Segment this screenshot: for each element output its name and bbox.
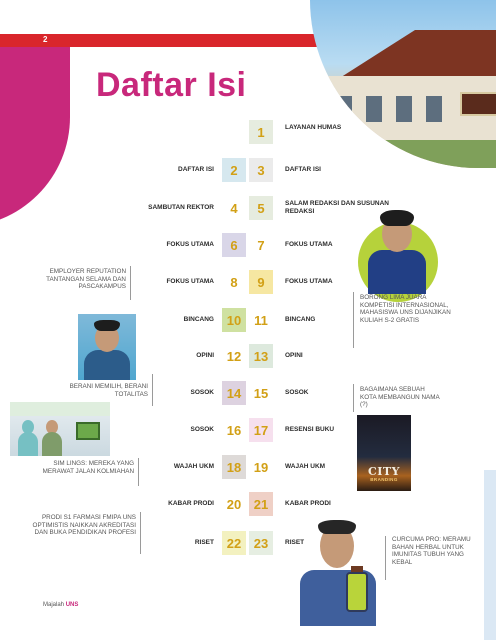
toc-section-label[interactable]: FOKUS UTAMA <box>166 241 214 248</box>
caption-borong: BORONG LIMA JUARA KOMPETISI INTERNASIONAL, MAHASISWA UNS DIJANJIKAN KULIAH S-2 GRATIS <box>360 294 451 324</box>
toc-section-label[interactable]: RISET <box>285 539 305 546</box>
toc-page-number[interactable]: 17 <box>249 418 273 442</box>
student-shirt <box>368 250 426 294</box>
toc-section-label[interactable]: DAFTAR ISI <box>285 166 321 173</box>
book-title: CITY <box>368 465 400 478</box>
certificate-frame <box>76 422 100 440</box>
toc-page-number[interactable]: 14 <box>222 381 246 405</box>
caption-divider <box>152 374 153 406</box>
toc-page-number[interactable]: 13 <box>249 344 273 368</box>
page-title: Daftar Isi <box>96 66 247 104</box>
caption-bagaimana: BAGAIMANA SEBUAH KOTA MEMBANGUN NAMA (?) <box>360 386 440 408</box>
toc-section-label[interactable]: DAFTAR ISI <box>178 166 214 173</box>
toc-page-number[interactable]: 7 <box>249 233 273 257</box>
toc-page-number[interactable]: 12 <box>222 344 246 368</box>
toc-section-label[interactable]: OPINI <box>196 352 214 359</box>
toc-section-label[interactable]: RESENSI BUKU <box>285 426 335 433</box>
edge-strip-decoration <box>484 470 496 640</box>
toc-page-number[interactable]: 16 <box>222 418 246 442</box>
toc-page-number[interactable]: 1 <box>249 120 273 144</box>
bincang-person-photo <box>78 314 136 380</box>
book-subtitle: BRANDING <box>370 477 398 482</box>
toc-page-number[interactable]: 3 <box>249 158 273 182</box>
toc-section-label[interactable]: WAJAH UKM <box>173 463 214 470</box>
toc-section-label[interactable]: SOSOK <box>190 389 214 396</box>
footer-prefix: Majalah <box>43 602 66 608</box>
campus-window <box>336 96 352 122</box>
toc-page-number[interactable]: 21 <box>249 492 273 516</box>
toc-section-label[interactable]: BINCANG <box>285 316 316 323</box>
toc-section-label[interactable]: LAYANAN HUMAS <box>285 124 342 131</box>
caption-employer: EMPLOYER REPUTATION TANTANGAN SELAMA DAN PASCAKAMPUS <box>46 268 126 290</box>
toc-page-number[interactable]: 18 <box>222 455 246 479</box>
page-number: 2 <box>43 35 48 44</box>
caption-divider <box>353 292 354 348</box>
toc-section-label[interactable]: SOSOK <box>285 389 309 396</box>
caption-simlings: SIM LINGS: MEREKA YANG MERAWAT JALAN KOLMIAHAN <box>42 460 134 475</box>
book-cover-city-branding <box>357 415 411 491</box>
toc-page-number[interactable]: 19 <box>249 455 273 479</box>
magenta-decoration <box>0 47 70 227</box>
toc-page-number[interactable]: 15 <box>249 381 273 405</box>
toc-page-number[interactable]: 20 <box>222 492 246 516</box>
wajah-ukm-group-photo <box>10 402 110 456</box>
toc-section-label[interactable]: SAMBUTAN REKTOR <box>148 204 214 211</box>
bincang-jacket <box>84 350 130 380</box>
toc-page-number[interactable]: 4 <box>222 196 246 220</box>
header-red-bar <box>0 34 320 47</box>
toc-page-number[interactable]: 10 <box>222 308 246 332</box>
toc-section-label[interactable]: SALAM REDAKSI DAN SUSUNAN REDAKSI <box>285 200 390 215</box>
toc-section-label[interactable]: SOSOK <box>190 426 214 433</box>
caption-divider <box>140 512 141 554</box>
caption-divider <box>138 458 139 486</box>
toc-page-number[interactable]: 2 <box>222 158 246 182</box>
toc-page-number[interactable]: 11 <box>249 308 273 332</box>
toc-page-number[interactable]: 5 <box>249 196 273 220</box>
toc-page-number[interactable]: 22 <box>222 531 246 555</box>
group-member-body <box>18 432 38 456</box>
bincang-hair <box>94 320 120 331</box>
caption-berani: BERANI MEMILIH, BERANI TOTALITAS <box>69 383 148 398</box>
student-photo <box>362 202 432 294</box>
toc-page-number[interactable]: 6 <box>222 233 246 257</box>
caption-prodi: PRODI S1 FARMASI FMIPA UNS OPTIMISTIS NAIKKAN AKREDITASI DAN BUKA PENDIDIKAN PROFESI <box>32 514 136 536</box>
caption-divider <box>385 536 386 580</box>
campus-lawn <box>310 140 496 168</box>
toc-section-label[interactable]: WAJAH UKM <box>285 463 326 470</box>
researcher-hair <box>318 520 356 534</box>
footer-brand: UNS <box>65 602 79 608</box>
toc-section-label[interactable]: FOKUS UTAMA <box>285 241 333 248</box>
toc-section-label[interactable]: OPINI <box>285 352 303 359</box>
footer <box>43 602 78 608</box>
toc-page-number[interactable]: 9 <box>249 270 273 294</box>
caption-divider <box>353 384 354 412</box>
toc-section-label[interactable]: KABAR PRODI <box>285 500 331 507</box>
toc-section-label[interactable]: FOKUS UTAMA <box>285 278 333 285</box>
caption-curcuma: CURCUMA PRO: MERAMU BAHAN HERBAL UNTUK IMUNITAS TUBUH YANG KEBAL <box>392 536 471 566</box>
toc-section-label[interactable]: BINCANG <box>183 316 214 323</box>
toc-page-number[interactable]: 23 <box>249 531 273 555</box>
group-member-body <box>42 432 62 456</box>
campus-roof <box>320 30 496 76</box>
campus-sign <box>460 92 496 116</box>
toc-page-number[interactable]: 8 <box>222 270 246 294</box>
campus-window <box>366 96 382 122</box>
wajah-banner <box>10 402 110 416</box>
campus-building-photo <box>310 0 496 168</box>
campus-window <box>396 96 412 122</box>
toc-section-label[interactable]: RISET <box>194 539 214 546</box>
student-hair <box>380 210 414 226</box>
campus-window <box>426 96 442 122</box>
herbal-bottle <box>346 572 368 612</box>
researcher-photo <box>296 516 380 626</box>
caption-divider <box>130 266 131 300</box>
toc-section-label[interactable]: FOKUS UTAMA <box>166 278 214 285</box>
toc-section-label[interactable]: KABAR PRODI <box>168 500 214 507</box>
